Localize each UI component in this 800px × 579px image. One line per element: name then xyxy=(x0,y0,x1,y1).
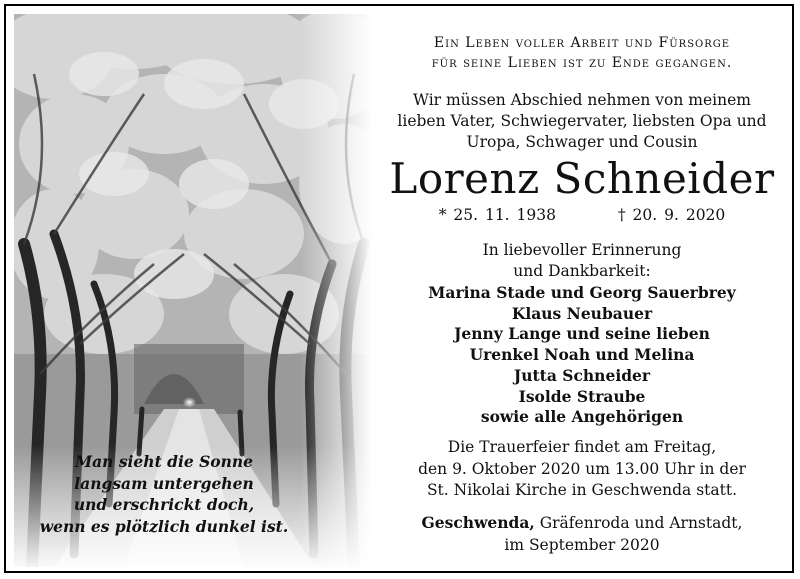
place-and-date xyxy=(380,512,784,556)
intro-line: Uropa, Schwager und Cousin xyxy=(466,133,698,151)
mourner-name: Marina Stade und Georg Sauerbrey xyxy=(428,283,736,302)
mourner-name: Jutta Schneider xyxy=(513,365,651,385)
tree-avenue-photo xyxy=(14,14,372,567)
funeral-line: den 9. Oktober 2020 um 13.00 Uhr in der xyxy=(418,459,746,478)
mourners-list xyxy=(380,283,784,428)
intro-line: Wir müssen Abschied nehmen von meinem xyxy=(413,91,751,109)
funeral-line: Die Trauerfeier findet am Freitag, xyxy=(447,438,717,456)
birth-date: * 25. 11. 1938 xyxy=(438,206,556,224)
header-motto xyxy=(380,33,784,73)
mourner-name: sowie alle Angehörigen xyxy=(480,407,684,427)
intro-text xyxy=(380,90,784,153)
obituary-frame xyxy=(4,4,794,573)
poem xyxy=(14,451,314,537)
mourner-name: Klaus Neubauer xyxy=(511,303,653,323)
place-date: im September 2020 xyxy=(504,535,660,554)
header-line: für seine Lieben ist zu Ende gegangen. xyxy=(431,55,733,71)
mourner-name: Jenny Lange und seine lieben xyxy=(454,324,710,344)
deceased-name: Lorenz Schneider xyxy=(389,154,775,203)
header-line: Ein Leben voller Arbeit und Fürsorge xyxy=(433,35,731,51)
funeral-line: St. Nikolai Kirche in Geschwenda statt. xyxy=(426,481,738,499)
place-line xyxy=(380,512,784,535)
poem-line: langsam untergehen xyxy=(74,473,254,493)
place-bold: Geschwenda, xyxy=(421,513,535,532)
remembrance-text xyxy=(380,240,784,282)
poem-line: wenn es plötzlich dunkel ist. xyxy=(39,516,289,536)
death-date: † 20. 9. 2020 xyxy=(617,206,726,224)
mourner-name: Urenkel Noah und Melina xyxy=(469,345,695,365)
remembrance-line: In liebevoller Erinnerung xyxy=(482,241,682,259)
life-dates xyxy=(380,205,784,225)
intro-line: lieben Vater, Schwiegervater, liebsten Opa und xyxy=(397,112,767,130)
place-rest: Gräfenroda und Arnstadt, xyxy=(534,514,743,532)
poem-line: Man sieht die Sonne xyxy=(74,452,254,471)
remembrance-line: und Dankbarkeit: xyxy=(513,262,651,280)
funeral-info xyxy=(380,437,784,502)
mourner-name: Isolde Straube xyxy=(518,386,646,406)
poem-line: und erschrickt doch, xyxy=(73,495,255,514)
